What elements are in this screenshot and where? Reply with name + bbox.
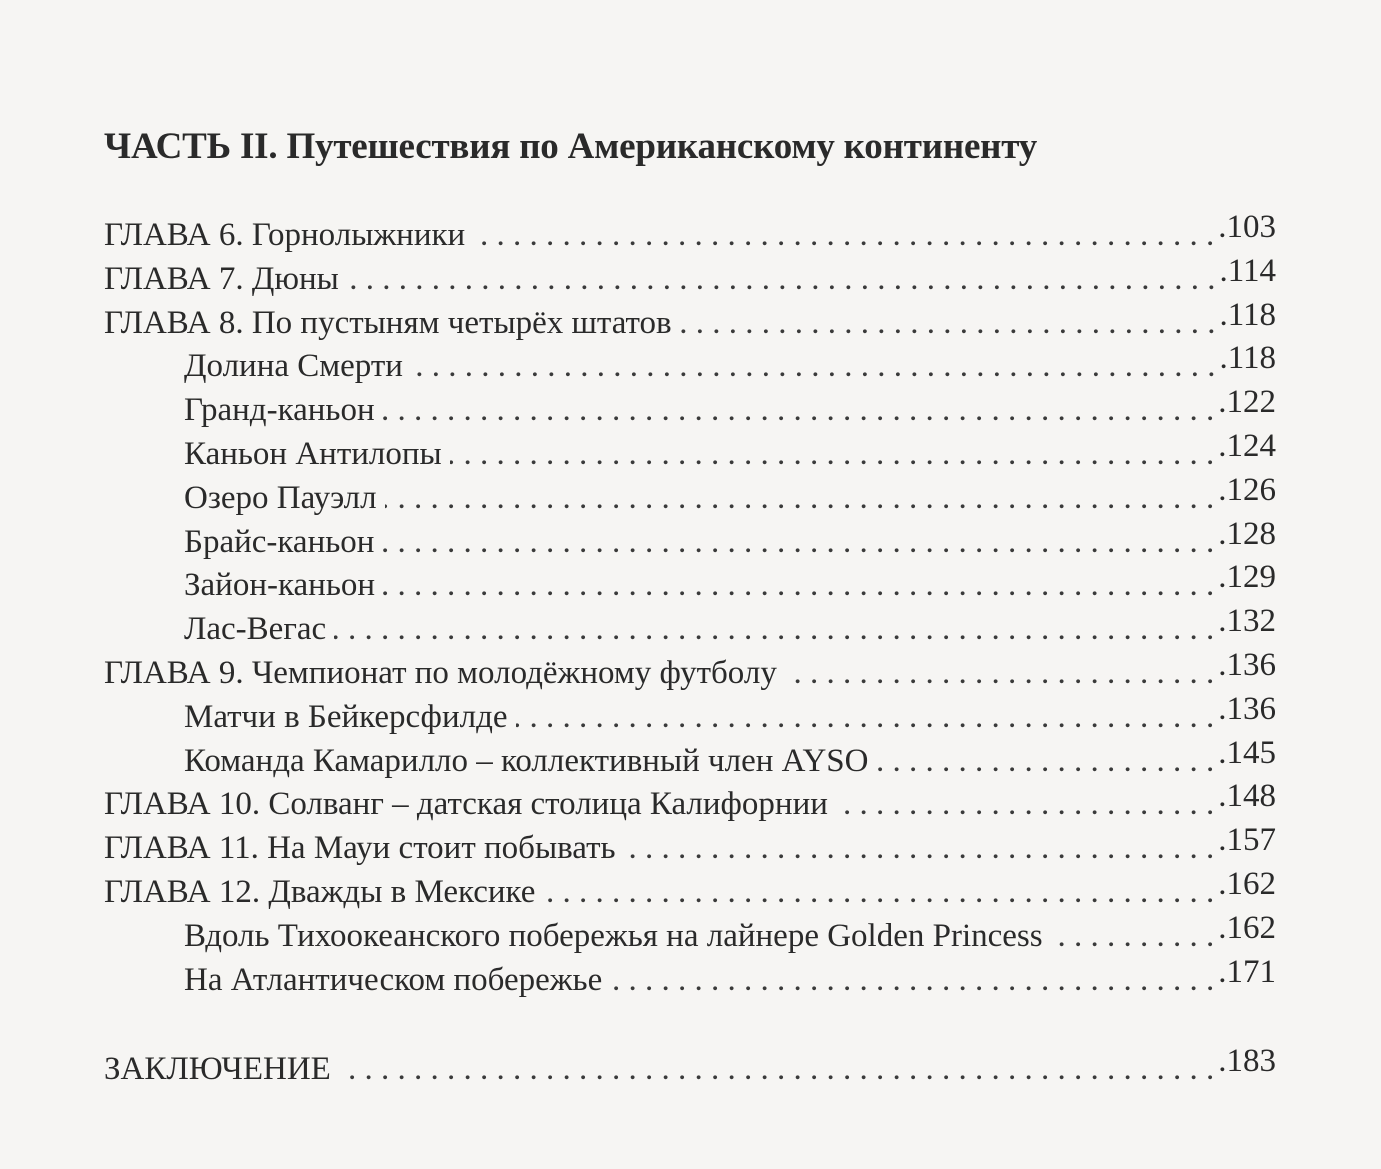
- toc-subentry: [104, 909, 1276, 959]
- toc-subentry: [104, 690, 1276, 740]
- dot-leader: [836, 783, 1214, 827]
- toc-entry-label: ГЛАВА 6. Горнолыжники: [104, 217, 466, 253]
- toc-entry-label: ГЛАВА 9. Чемпионат по молодёжному футболу: [104, 654, 777, 691]
- toc-entry-label: ГЛАВА 10. Солванг – датская столица Калифорнии: [104, 786, 828, 823]
- toc-subentry: [104, 603, 1276, 652]
- toc-entry-label: Гранд-каньон: [184, 392, 375, 429]
- toc-entry: [104, 822, 1276, 871]
- dot-leader: [543, 871, 1214, 915]
- toc-entry-page: .132: [1218, 603, 1276, 640]
- toc-entry-page: .118: [1219, 296, 1276, 333]
- dot-leader: [785, 652, 1214, 696]
- dot-leader: [383, 389, 1215, 433]
- toc-entry-page: .157: [1218, 822, 1276, 859]
- dot-leader: [385, 477, 1215, 521]
- toc-subentry: [104, 515, 1276, 565]
- toc-entry-page: .118: [1219, 340, 1276, 377]
- toc-entry-label: Зайон-каньон: [184, 567, 376, 604]
- toc-entry-page: .183: [1218, 1043, 1276, 1080]
- toc-entry: [104, 296, 1276, 346]
- toc-entry-page: .145: [1218, 734, 1276, 771]
- dot-leader: [347, 258, 1216, 302]
- dot-leader: [473, 214, 1214, 258]
- toc-entry-label: ГЛАВА 8. По пустыням четырёх штатов: [104, 304, 672, 341]
- toc-entry-label: На Атлантическом побережье: [184, 961, 603, 998]
- toc-entry: [104, 252, 1276, 302]
- toc-entry-label: Долина Смерти: [184, 348, 403, 385]
- toc-entry-label: Вдоль Тихоокеанского побережья на лайнере Golden Princess: [184, 917, 1043, 954]
- dot-leader: [624, 827, 1215, 871]
- toc-entry-label: Команда Камарилло – коллективный член AYSO: [184, 742, 869, 779]
- toc-entry-label: Брайс-каньон: [184, 523, 375, 560]
- dot-leader: [680, 302, 1216, 346]
- table-of-contents: [104, 209, 1276, 1092]
- toc-entry-page: .162: [1218, 909, 1276, 946]
- dot-leader: [339, 1048, 1214, 1092]
- toc-entry-label: Каньон Антилопы: [184, 435, 442, 472]
- toc-entry: [104, 209, 1276, 258]
- toc-subentry: [104, 427, 1276, 477]
- toc-entry-page: .148: [1218, 778, 1276, 815]
- toc-entry-page: .128: [1218, 515, 1276, 552]
- toc-entry-label: ГЛАВА 7. Дюны: [104, 260, 339, 297]
- part-title: ЧАСТЬ II. Путешествия по Американскому континенту: [104, 126, 1038, 167]
- toc-subentry: [104, 471, 1276, 521]
- toc-entry: [104, 778, 1276, 827]
- toc-entry-label: ГЛАВА 11. На Мауи стоит побывать: [104, 830, 616, 867]
- toc-entry-page: .136: [1218, 690, 1276, 727]
- dot-leader: [876, 740, 1214, 784]
- dot-leader: [516, 696, 1215, 740]
- toc-subentry: [104, 384, 1276, 433]
- toc-subentry: [104, 340, 1276, 389]
- toc-entry-page: .114: [1219, 252, 1276, 289]
- toc-entry-page: .162: [1218, 865, 1276, 902]
- dot-leader: [1051, 915, 1215, 959]
- toc-entry-label: Озеро Пауэлл: [184, 479, 377, 516]
- toc-subentry: [104, 953, 1276, 1003]
- toc-entry-page: .171: [1218, 953, 1276, 990]
- toc-subentry: [104, 559, 1276, 608]
- dot-leader: [411, 345, 1216, 389]
- dot-leader: [383, 564, 1214, 608]
- toc-entry-page: .103: [1218, 209, 1276, 245]
- dot-leader: [450, 433, 1215, 477]
- toc-entry-label: Матчи в Бейкерсфилде: [184, 698, 508, 735]
- toc-entry: [104, 646, 1276, 696]
- toc-entry: [104, 865, 1276, 915]
- dot-leader: [382, 521, 1214, 565]
- toc-subentry: [104, 734, 1276, 784]
- toc-entry-label: Лас-Вегас: [184, 611, 327, 648]
- dot-leader: [610, 959, 1214, 1003]
- toc-conclusion: [104, 1043, 1276, 1092]
- toc-entry-label: ГЛАВА 12. Дважды в Мексике: [104, 873, 536, 910]
- toc-entry-label: ЗАКЛЮЧЕНИЕ: [104, 1051, 331, 1088]
- toc-entry-page: .124: [1218, 427, 1276, 464]
- dot-leader: [334, 608, 1214, 652]
- toc-entry-page: .136: [1218, 646, 1276, 683]
- toc-entry-page: .126: [1218, 471, 1276, 508]
- toc-entry-page: .129: [1218, 559, 1276, 596]
- toc-entry-page: .122: [1218, 384, 1276, 421]
